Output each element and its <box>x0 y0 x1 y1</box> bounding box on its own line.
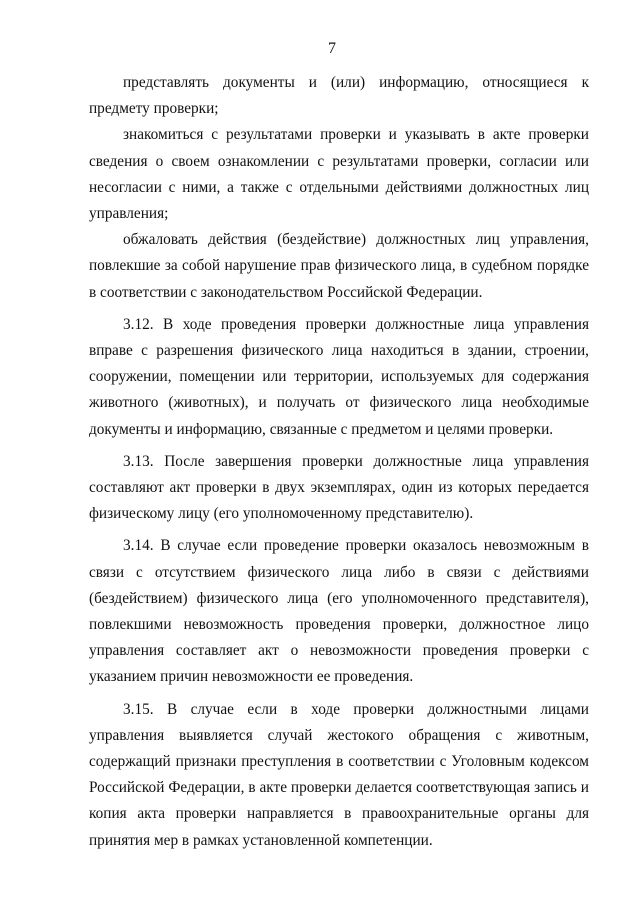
paragraph-3-15: 3.15. В случае если в ходе проверки должностными лицами управления выявляется случай жестокого обращения с животным, содержащий признаки преступления в соответствии с Уголовным кодексом Российской Федерации, в акте проверки делается соответствующая запись и копия акта проверки направляется в правоохранительные органы для принятия мер в рамках установленной компетенции. <box>89 700 589 849</box>
paragraph-3-12: 3.12. В ходе проведения проверки должностные лица управления вправе с разрешения физического лица находиться в здании, строении, сооружении, помещении или территории, используемых для содержания животного (животных), и получать от физического лица необходимые документы и информацию, связанные с предметом и целями проверки. <box>89 315 589 438</box>
paragraph-right-review-results: знакомиться с результатами проверки и указывать в акте проверки сведения о своем ознакомлении с результатами проверки, согласии или несогласии с ними, а также с отдельными действиями должностных лиц управления; <box>89 126 589 223</box>
page-number: 7 <box>328 40 336 57</box>
paragraph-3-13: 3.13. После завершения проверки должностные лица управления составляют акт проверки в двух экземплярах, один из которых передается физическому лицу (его уполномоченному представителю). <box>89 452 589 523</box>
paragraph-right-documents: представлять документы и (или) информацию, относящиеся к предмету проверки; <box>89 74 589 118</box>
paragraph-right-appeal: обжаловать действия (бездействие) должностных лиц управления, повлекшие за собой нарушение прав физического лица, в судебном порядке в соответствии с законодательством Российской Федерации. <box>89 231 589 301</box>
paragraph-3-14: 3.14. В случае если проведение проверки оказалось невозможным в связи с отсутствием физического лица либо в связи с действиями (бездействием) физического лица (его уполномоченного представителя), повлекшими невозможность проведения проверки, должностное лицо управления составляет акт о невозможности проведения проверки с указанием причин невозможности ее проведения. <box>89 537 589 686</box>
document-body <box>89 70 589 854</box>
